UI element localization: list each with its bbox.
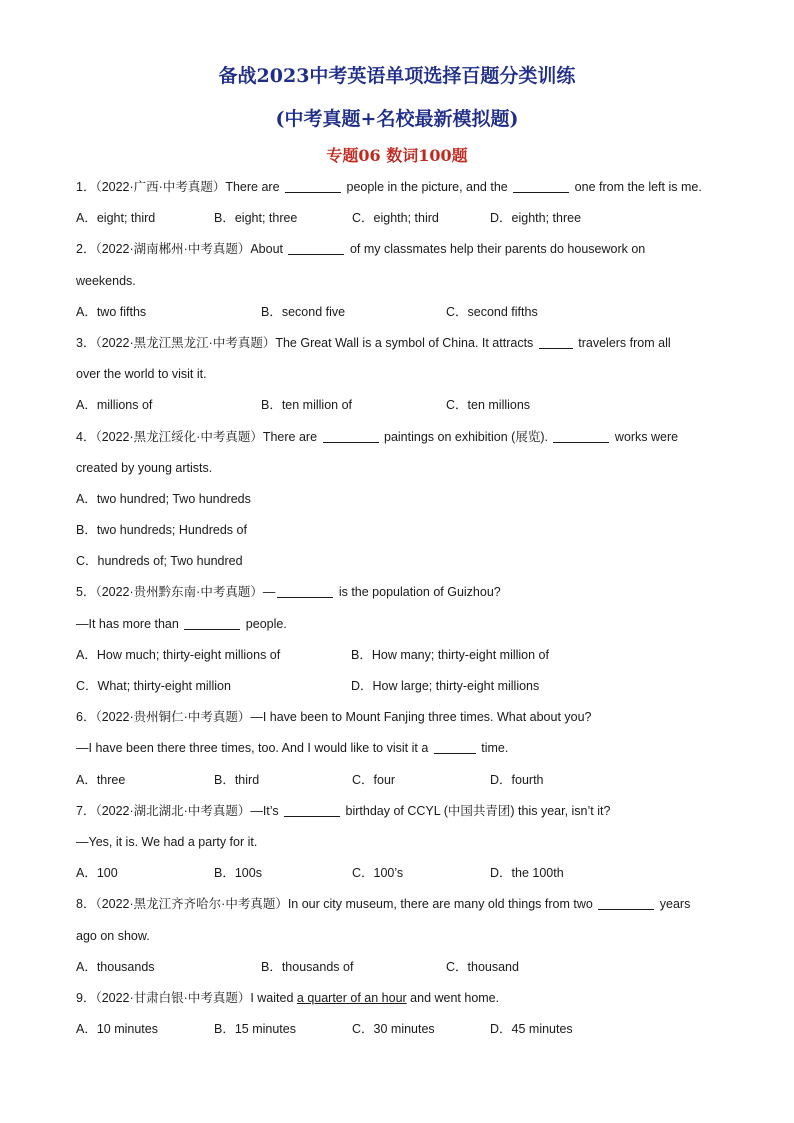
question-4 [76, 422, 718, 578]
question-text: works were [611, 429, 679, 444]
question-text: birthday of CCYL (中国共青团) this year, isn’t it? [342, 803, 611, 818]
question-text: of my classmates help their parents do housework on [346, 242, 646, 257]
answer-option[interactable]: A．two fifths [76, 304, 147, 319]
question-5 [76, 577, 718, 702]
options-row [76, 640, 718, 671]
question-text: over the world to visit it. [76, 367, 207, 382]
answer-option[interactable]: A．How much; thirty-eight millions of [76, 647, 281, 662]
question-stem-line [76, 328, 718, 359]
question-9 [76, 983, 718, 1045]
question-text: one from the left is me. [571, 180, 702, 194]
answer-option[interactable]: A．eight; third [76, 211, 156, 226]
answer-blank [598, 895, 654, 910]
question-text: 8．（2022·黑龙江齐齐哈尔·中考真题）In our city museum, there are many old things from two [76, 897, 597, 912]
answer-blank [539, 334, 573, 349]
question-text: weekends. [76, 273, 136, 288]
options-row [76, 671, 718, 702]
question-stem-line [76, 889, 718, 920]
question-text: and went home. [406, 990, 500, 1005]
options-row [76, 952, 718, 983]
question-1 [76, 172, 718, 234]
answer-blank [323, 428, 379, 443]
answer-option[interactable]: C．What; thirty-eight million [76, 679, 231, 693]
answer-option[interactable]: A．millions of [76, 398, 153, 413]
options-row [76, 765, 718, 796]
question-stem-line [76, 172, 718, 203]
answer-blank [288, 240, 344, 255]
document-title: 备战2023中考英语单项选择百题分类训练 [218, 65, 576, 87]
answer-option[interactable]: A．100 [76, 866, 118, 881]
question-stem-line [76, 796, 718, 827]
answer-option[interactable]: B．100s [214, 866, 262, 881]
options-row [76, 203, 718, 234]
answer-option[interactable]: A．two hundred; Two hundreds [76, 491, 251, 506]
question-text: time. [477, 741, 509, 756]
question-text: 1．（2022·广西·中考真题）There are [76, 180, 284, 194]
question-text: is the population of Guizhou? [335, 585, 501, 600]
question-stem-line [76, 702, 718, 733]
answer-blank [513, 178, 569, 193]
question-text: —It has more than [76, 616, 183, 631]
answer-option[interactable]: B．How many; thirty-eight million of [351, 647, 549, 662]
question-text: years [656, 897, 691, 912]
document-subtitle: (中考真题+名校最新模拟题) [275, 108, 519, 130]
question-text: 4．（2022·黑龙江绥化·中考真题）There are [76, 429, 321, 444]
answer-option[interactable]: B．eight; three [214, 211, 298, 226]
answer-blank [284, 802, 340, 817]
options-row [76, 390, 718, 421]
question-text: paintings on exhibition (展览). [380, 429, 552, 444]
question-text: —Yes, it is. We had a party for it. [76, 834, 258, 849]
question-stem-line [76, 733, 718, 764]
answer-option[interactable]: C．30 minutes [352, 1022, 435, 1037]
question-list [76, 172, 718, 1045]
topic-heading: 专题06 数词100题 [326, 146, 468, 165]
question-stem-line [76, 266, 718, 297]
question-3 [76, 328, 718, 422]
answer-option[interactable]: B．thousands of [261, 959, 354, 974]
answer-option[interactable]: D．How large; thirty-eight millions [351, 679, 540, 693]
question-stem-line [76, 422, 718, 453]
answer-option[interactable]: A．10 minutes [76, 1022, 158, 1037]
answer-option[interactable]: D．45 minutes [490, 1022, 573, 1037]
answer-blank [277, 583, 333, 598]
options-row [76, 297, 718, 328]
answer-option[interactable]: B．second five [261, 304, 346, 319]
question-text: 9．（2022·甘肃白银·中考真题）I waited [76, 990, 297, 1005]
question-text: ago on show. [76, 928, 150, 943]
question-stem-line [76, 453, 718, 484]
question-text: travelers from all [574, 335, 671, 350]
answer-option[interactable]: D．the 100th [490, 866, 564, 881]
options-row [76, 858, 718, 889]
question-stem-line [76, 609, 718, 640]
question-text: created by young artists. [76, 460, 213, 475]
options-row [76, 484, 718, 515]
answer-option[interactable]: B．15 minutes [214, 1022, 296, 1037]
question-text: people in the picture, and the [343, 180, 512, 194]
answer-option[interactable]: C．thousand [446, 959, 519, 974]
question-stem-line [76, 827, 718, 858]
question-text: 5．（2022·贵州黔东南·中考真题）— [76, 585, 276, 600]
question-6 [76, 702, 718, 796]
question-stem-line [76, 234, 718, 265]
answer-option[interactable]: A．thousands [76, 959, 155, 974]
answer-option[interactable]: B．third [214, 772, 260, 787]
question-text: 3．（2022·黑龙江黑龙江·中考真题）The Great Wall is a symbol of China. It attracts [76, 335, 537, 350]
answer-blank [184, 615, 240, 630]
question-2 [76, 234, 718, 328]
answer-option[interactable]: C．100’s [352, 866, 404, 881]
answer-option[interactable]: C．eighth; third [352, 211, 439, 226]
question-7 [76, 796, 718, 890]
answer-blank [434, 739, 476, 754]
answer-option[interactable]: B．two hundreds; Hundreds of [76, 523, 247, 538]
question-text: 2．（2022·湖南郴州·中考真题）About [76, 242, 287, 257]
question-text: 7．（2022·湖北湖北·中考真题）—It’s [76, 803, 283, 818]
answer-blank [553, 428, 609, 443]
underlined-phrase: a quarter of an hour [296, 990, 407, 1005]
question-8 [76, 889, 718, 983]
answer-option[interactable]: D．fourth [490, 772, 544, 787]
options-row [76, 515, 718, 546]
answer-blank [285, 178, 341, 193]
answer-option[interactable]: A．three [76, 772, 126, 787]
question-text: people. [242, 616, 287, 631]
answer-option[interactable]: C．ten millions [446, 398, 531, 413]
answer-option[interactable]: C．hundreds of; Two hundred [76, 554, 243, 569]
answer-option[interactable]: C．second fifths [446, 304, 538, 319]
answer-option[interactable]: B．ten million of [261, 398, 353, 413]
question-stem-line [76, 577, 718, 608]
options-row [76, 546, 718, 577]
answer-option[interactable]: C．four [352, 772, 396, 787]
question-text: 6．（2022·贵州铜仁·中考真题）—I have been to Mount Fanjing three times. What about you? [76, 710, 592, 725]
answer-option[interactable]: D．eighth; three [490, 211, 582, 226]
question-stem-line [76, 359, 718, 390]
options-row [76, 1014, 718, 1045]
question-stem-line [76, 983, 718, 1014]
question-text: —I have been there three times, too. And I would like to visit it a [76, 741, 432, 756]
question-stem-line [76, 921, 718, 952]
